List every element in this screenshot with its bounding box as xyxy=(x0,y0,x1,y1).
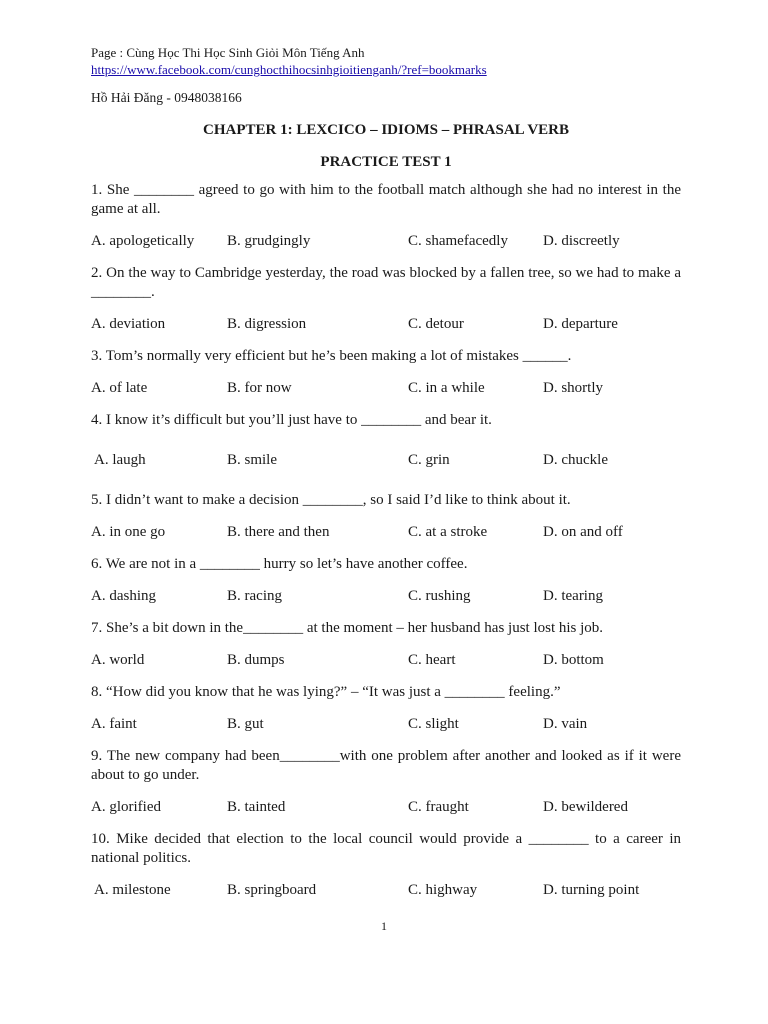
question-1 xyxy=(91,181,681,251)
author-line: Hồ Hải Đăng - 0948038166 xyxy=(91,90,242,105)
option-b: B. tainted xyxy=(227,799,286,815)
test-title: PRACTICE TEST 1 xyxy=(320,154,452,170)
option-b: B. racing xyxy=(227,588,282,604)
option-d: D. shortly xyxy=(543,380,603,396)
option-b: B. there and then xyxy=(227,524,330,540)
answer-options xyxy=(91,523,681,542)
option-d: D. discreetly xyxy=(543,233,620,249)
answer-options xyxy=(91,587,681,606)
option-a: A. milestone xyxy=(94,882,171,898)
question-text: 4. I know it’s difficult but you’ll just have to ________ and bear it. xyxy=(91,412,492,428)
option-b: B. for now xyxy=(227,380,292,396)
question-text: 2. On the way to Cambridge yesterday, the road was blocked by a fallen tree, so we had to make a ________. xyxy=(91,265,681,300)
question-8 xyxy=(91,683,681,734)
question-2 xyxy=(91,264,681,334)
chapter-title: CHAPTER 1: LEXCICO – IDIOMS – PHRASAL VERB xyxy=(202,122,570,138)
option-b: B. springboard xyxy=(227,882,317,898)
page-source-line: Page : Cùng Học Thi Học Sinh Giỏi Môn Tiếng Anh xyxy=(91,45,365,60)
question-text: 5. I didn’t want to make a decision ________, so I said I’d like to think about it. xyxy=(91,492,571,508)
question-text: 9. The new company had been________with one problem after another and looked as if it were about to go under. xyxy=(91,748,681,783)
option-c: C. shamefacedly xyxy=(408,233,508,249)
facebook-link[interactable]: https://www.facebook.com/cunghocthihocsinhgioitienganh/?ref=bookmarks xyxy=(91,62,487,77)
option-d: D. bewildered xyxy=(543,799,628,815)
option-d: D. on and off xyxy=(543,524,623,540)
option-d: D. chuckle xyxy=(543,452,608,468)
option-c: C. slight xyxy=(408,716,459,732)
option-d: D. departure xyxy=(543,316,618,332)
question-text: 6. We are not in a ________ hurry so let’s have another coffee. xyxy=(91,556,468,572)
option-c: C. rushing xyxy=(408,588,471,604)
question-7 xyxy=(91,619,681,670)
question-text: 8. “How did you know that he was lying?” – “It was just a ________ feeling.” xyxy=(91,684,561,700)
question-5 xyxy=(91,491,681,542)
option-b: B. grudgingly xyxy=(227,233,311,249)
option-d: D. tearing xyxy=(543,588,603,604)
option-a: A. world xyxy=(91,652,145,668)
option-b: B. gut xyxy=(227,716,264,732)
option-a: A. apologetically xyxy=(91,233,195,249)
question-list xyxy=(91,181,681,900)
answer-options xyxy=(91,881,681,900)
answer-options xyxy=(91,232,681,251)
question-4 xyxy=(91,411,681,470)
option-a: A. of late xyxy=(91,380,148,396)
option-a: A. glorified xyxy=(91,799,161,815)
option-c: C. detour xyxy=(408,316,464,332)
answer-options xyxy=(91,651,681,670)
question-text: 7. She’s a bit down in the________ at the moment – her husband has just lost his job. xyxy=(91,620,604,636)
answer-options xyxy=(91,715,681,734)
answer-options xyxy=(91,379,681,398)
option-d: D. vain xyxy=(543,716,588,732)
question-10 xyxy=(91,830,681,900)
option-d: D. turning point xyxy=(543,882,640,898)
question-3 xyxy=(91,347,681,398)
option-a: A. faint xyxy=(91,716,137,732)
option-c: C. heart xyxy=(408,652,456,668)
option-a: A. deviation xyxy=(91,316,166,332)
question-text: 1. She ________ agreed to go with him to the football match although she had no interest in the game at all. xyxy=(91,182,681,217)
option-c: C. at a stroke xyxy=(408,524,488,540)
option-b: B. digression xyxy=(227,316,307,332)
answer-options xyxy=(91,798,681,817)
option-b: B. dumps xyxy=(227,652,285,668)
option-c: C. fraught xyxy=(408,799,469,815)
answer-options xyxy=(91,315,681,334)
option-a: A. in one go xyxy=(91,524,166,540)
option-c: C. highway xyxy=(408,882,478,898)
option-c: C. in a while xyxy=(408,380,485,396)
option-d: D. bottom xyxy=(543,652,604,668)
option-a: A. dashing xyxy=(91,588,156,604)
answer-options xyxy=(91,451,681,470)
document-page xyxy=(91,44,681,913)
question-9 xyxy=(91,747,681,817)
option-a: A. laugh xyxy=(94,452,146,468)
question-text: 10. Mike decided that election to the local council would provide a ________ to a career in national politics. xyxy=(91,831,681,866)
option-b: B. smile xyxy=(227,452,278,468)
question-6 xyxy=(91,555,681,606)
question-text: 3. Tom’s normally very efficient but he’s been making a lot of mistakes ______. xyxy=(91,348,572,364)
option-c: C. grin xyxy=(408,452,450,468)
page-number: 1 xyxy=(381,919,387,933)
